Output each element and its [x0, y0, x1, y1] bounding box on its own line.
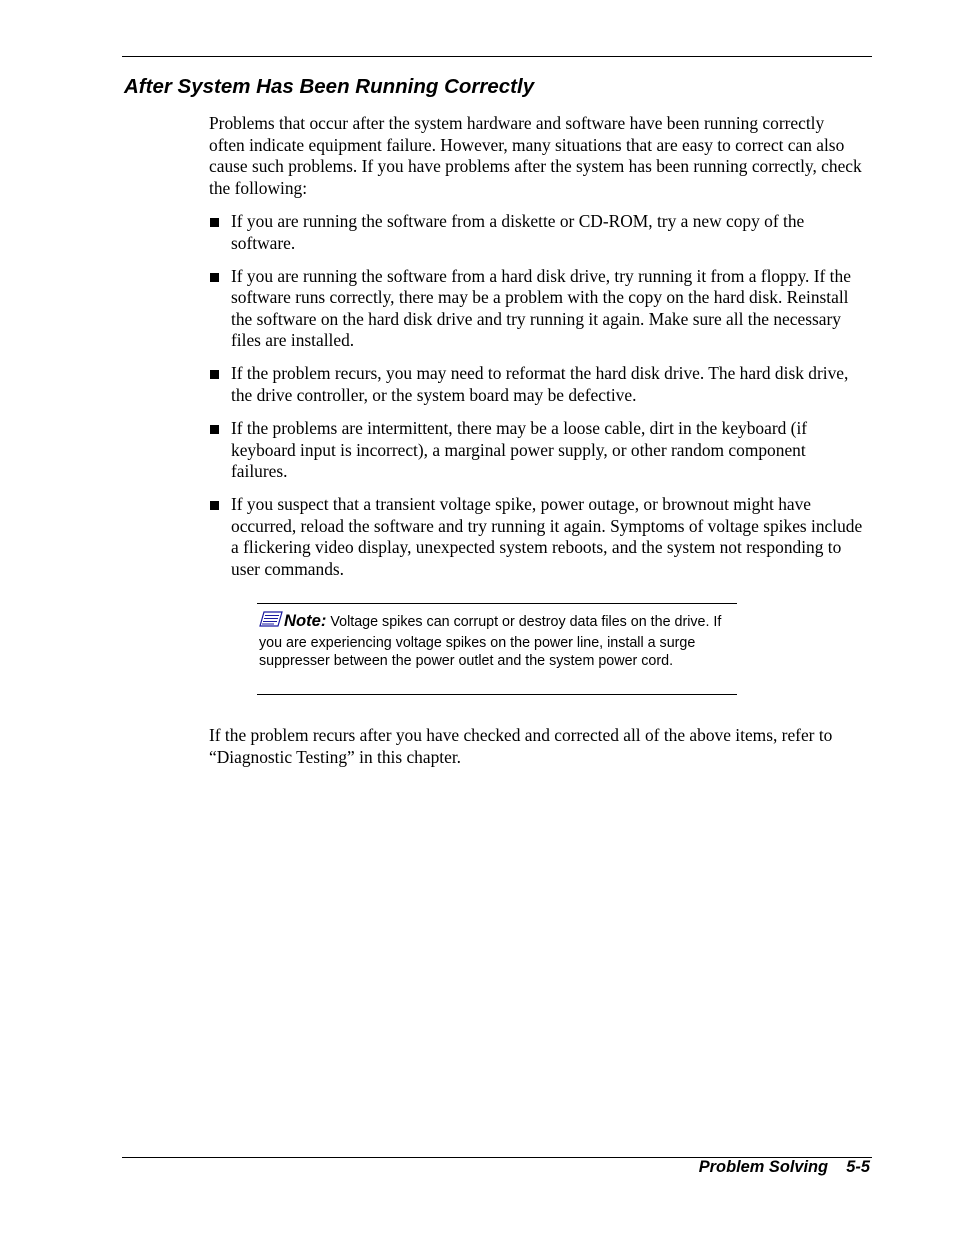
section-heading: After System Has Been Running Correctly — [124, 75, 535, 98]
header-rule — [122, 56, 872, 57]
list-item — [209, 418, 864, 483]
note-icon — [259, 611, 283, 634]
square-bullet-icon — [210, 273, 219, 282]
note-box — [257, 603, 737, 695]
footer-section-title: Problem Solving — [698, 1158, 829, 1176]
list-item-text: If you suspect that a transient voltage spike, power outage, or brownout might have occurred, reload the software and try running it again. Symptoms of voltage spikes include a flickering video display, unexpected system reboots, and the system not responding to user commands. — [231, 494, 863, 579]
bullet-list — [209, 211, 864, 592]
square-bullet-icon — [210, 370, 219, 379]
note-label: Note: — [284, 611, 327, 630]
list-item — [209, 211, 864, 254]
list-item-text: If the problems are intermittent, there may be a loose cable, dirt in the keyboard (if keyboard input is incorrect), a marginal power supply, or other random component failures. — [231, 417, 808, 482]
square-bullet-icon — [210, 425, 219, 434]
list-item — [209, 363, 864, 406]
intro-paragraph: Problems that occur after the system hardware and software have been running correctly often indicate equipment failure. However, many situations that are easy to correct can also cause such problems. If you have problems after the system has been running correctly, check the following: — [209, 113, 862, 198]
list-item-text: If you are running the software from a diskette or CD-ROM, try a new copy of the software. — [231, 211, 805, 253]
square-bullet-icon — [210, 218, 219, 227]
list-item-text: If you are running the software from a hard disk drive, try running it from a floppy. If the software runs correctly, there may be a problem with the copy on the hard disk. Reinstall the software on the hard disk drive and try running it again. Make sure all the necessary files are installed. — [231, 265, 851, 351]
list-item-text: If the problem recurs, you may need to reformat the hard disk drive. The hard disk drive, the drive controller, or the system board may be defective. — [231, 363, 849, 405]
list-item — [209, 266, 864, 352]
page-number: 5-5 — [846, 1158, 870, 1176]
page-footer — [699, 1158, 870, 1177]
note-text: Voltage spikes can corrupt or destroy data files on the drive. If you are experiencing voltage spikes on the power line, install a surge suppresser between the power outlet and the system power cord. — [259, 614, 722, 670]
closing-paragraph: If the problem recurs after you have checked and corrected all of the above items, refer to “Diagnostic Testing” in this chapter. — [209, 725, 833, 767]
list-item — [209, 494, 864, 580]
square-bullet-icon — [210, 501, 219, 510]
